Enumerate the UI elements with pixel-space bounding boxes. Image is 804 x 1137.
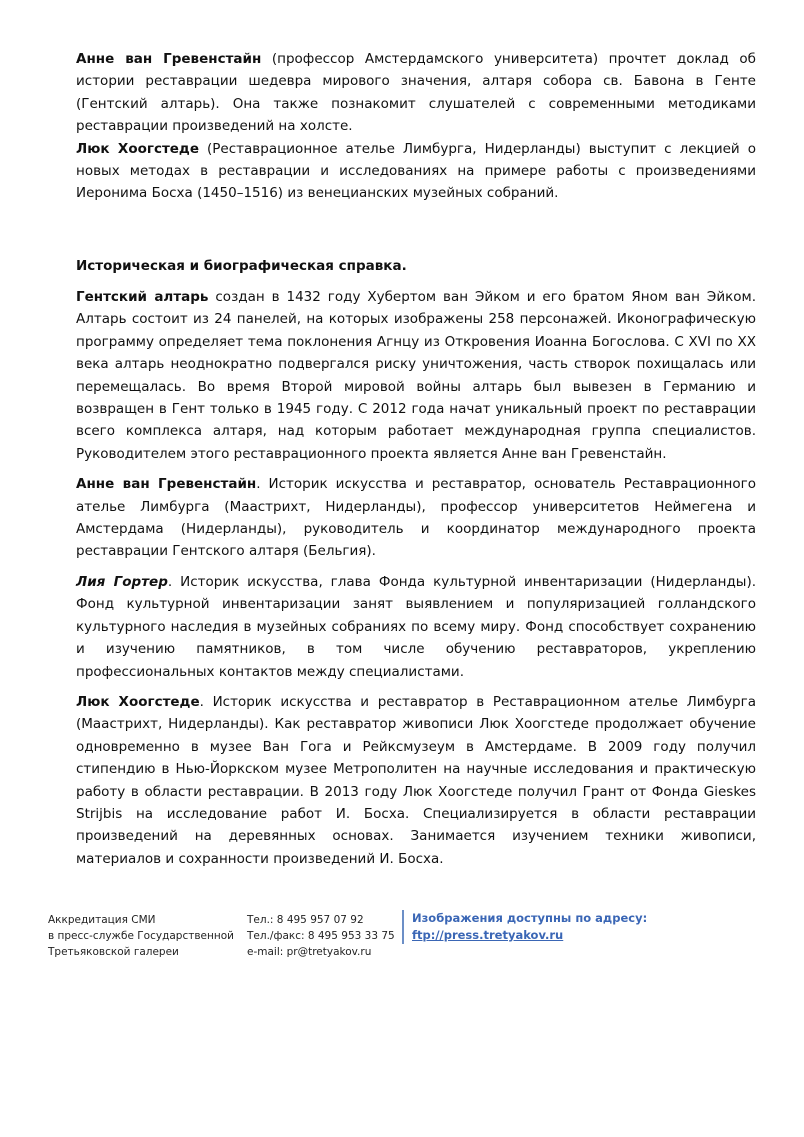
section-paragraph-4 xyxy=(76,691,756,870)
speaker-name: Люк Хоогстеде xyxy=(76,140,199,157)
section-paragraph-3 xyxy=(76,571,756,683)
person-name: Анне ван Гревенстайн xyxy=(76,476,257,493)
footer-line: в пресс-службе Государственной xyxy=(48,930,234,942)
footer-images xyxy=(402,910,647,944)
intro-block xyxy=(76,48,756,205)
footer-accreditation xyxy=(48,912,234,960)
paragraph-text: . Историк искусства, глава Фонда культурной инвентаризации (Нидерланды). Фонд культурной инвентаризации занят выявлением и популяризацией голландского культурного наследия в музейных собраниях по всему миру. Фонд способствует сохранению и изучению памятников, в том числе обучению реставраторов, укреплению профессиональных контактов между специалистами. xyxy=(76,573,756,680)
intro-paragraph-1 xyxy=(76,48,756,138)
paragraph-text: (профессор Амстердамского университета) прочтет доклад об истории реставрации шедевра мирового значения, алтаря собора св. Бавона в Генте (Гентский алтарь). Она также познакомит слушателей с современными методиками реставрации произведений на холсте. xyxy=(76,51,756,135)
phone-line: Тел.: 8 495 957 07 92 xyxy=(247,914,364,926)
paragraph-text: . Историк искусства и реставратор, основатель Реставрационного ателье Лимбурга (Маастрихт, Нидерланды), профессор университетов Неймегена и Амстердама (Нидерланды), руководитель и координатор международного проекта реставрации Гентского алтаря (Бельгия). xyxy=(76,476,756,560)
person-name: Люк Хоогстеде xyxy=(76,693,200,710)
intro-paragraph-2 xyxy=(76,138,756,205)
paragraph-text: . Историк искусства и реставратор в Реставрационном ателье Лимбурга (Маастрихт, Нидерланды). Как реставратор живописи Люк Хоогстеде продолжает обучение одновременно в музее Ван Гога и Рейксмузеум в Амстердаме. В 2009 году получил стипендию в Нью-Йоркском музее Метрополитен на научные исследования и практическую работу в области реставрации. В 2013 году Люк Хоогстеде получил Грант от Фонда Gieskes Strijbis на исследование работ И. Босха. Специализируется в области реставрации произведений на деревянных основах. Занимается изучением техники живописи, материалов и сохранности произведений И. Босха. xyxy=(76,693,756,867)
paragraph-text: создан в 1432 году Хубертом ван Эйком и его братом Яном ван Эйком. Алтарь состоит из 24 панелей, на которых изображены 258 персонажей. Иконографическую программу определяет тема поклонения Агнцу из Откровения Иоанна Богослова. С XVI по XX века алтарь неоднократно подвергался риску уничтожения, часть створок похищалась или перемещалась. Во время Второй мировой войны алтарь был вывезен в Германию и возвращен в Гент только в 1945 году. С 2012 года начат уникальный проект по реставрации всего комплекса алтаря, над которым работает международная группа специалистов. Руководителем этого реставрационного проекта является Анне ван Гревенстайн. xyxy=(76,289,757,462)
fax-line: Тел./факс: 8 495 953 33 75 xyxy=(247,930,395,942)
section-paragraph-2 xyxy=(76,473,756,563)
person-name: Лия Гортер xyxy=(76,573,168,590)
footer-contacts xyxy=(247,912,395,960)
footer-line: Аккредитация СМИ xyxy=(48,914,156,926)
section-paragraph-1 xyxy=(76,286,756,465)
section-title: Историческая и биографическая справка. xyxy=(76,258,407,274)
images-label: Изображения доступны по адресу: xyxy=(412,911,648,925)
term-name: Гентский алтарь xyxy=(76,289,209,305)
email-line[interactable]: e-mail: pr@tretyakov.ru xyxy=(247,946,372,958)
paragraph-text: (Реставрационное ателье Лимбурга, Нидерланды) выступит с лекцией о новых методах в реставрации и исследованиях на примере работы с произведениями Иеронима Босха (1450–1516) из венецианских музейных собраний. xyxy=(76,140,756,202)
section-block xyxy=(76,286,756,870)
speaker-name: Анне ван Гревенстайн xyxy=(76,51,262,67)
ftp-link[interactable]: ftp://press.tretyakov.ru xyxy=(412,928,564,942)
footer-line: Третьяковской галереи xyxy=(48,946,179,958)
